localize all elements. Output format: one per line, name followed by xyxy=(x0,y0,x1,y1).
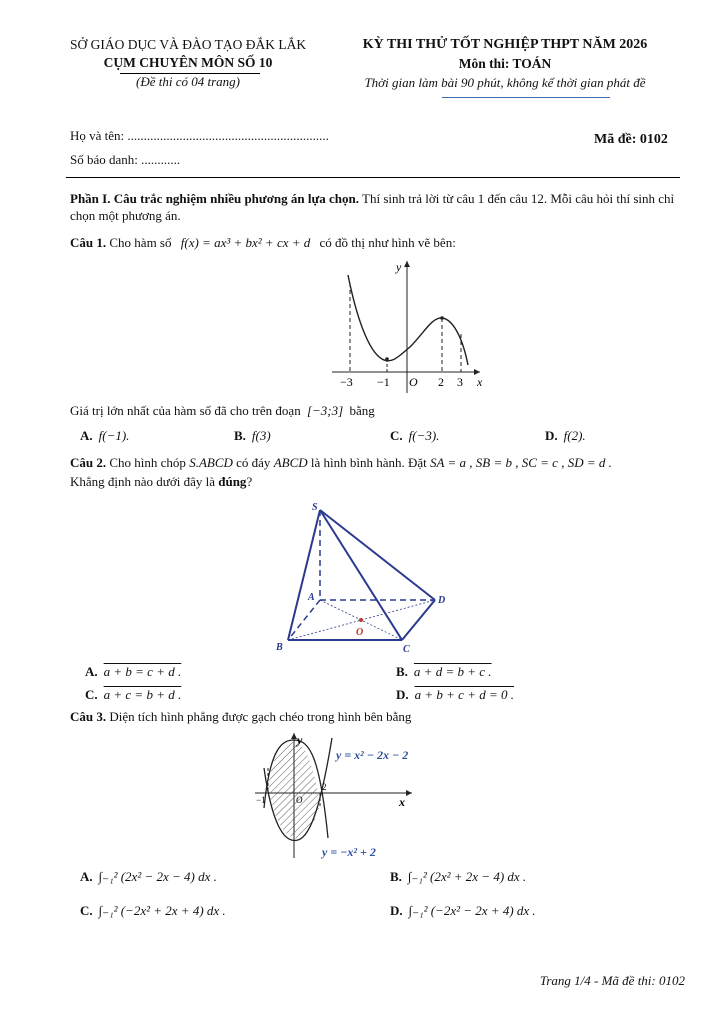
x-axis-arrow xyxy=(406,790,412,796)
time-note: Thời gian làm bài 90 phút, không kể thời gian phát đề xyxy=(364,75,646,90)
part1-title: Phần I. Câu trắc nghiệm nhiều phương án lựa chọn. xyxy=(70,191,360,206)
min-point xyxy=(385,357,389,361)
q1-text-a: Cho hàm số xyxy=(109,235,172,250)
org-line2: CỤM CHUYÊN MÔN SỐ 10 xyxy=(103,55,273,70)
option-text: f(3) xyxy=(251,428,271,443)
tick-minus3: −3 xyxy=(340,375,353,389)
q2-option-c[interactable] xyxy=(85,687,181,703)
page-count-note: (Đề thi có 04 trang) xyxy=(136,74,240,89)
max-point xyxy=(440,316,444,320)
option-label: B. xyxy=(396,664,408,679)
q2-option-b[interactable] xyxy=(396,664,492,680)
q3-option-b[interactable] xyxy=(390,869,526,885)
option-text: ∫₋₁² (2x² − 2x − 4) dx . xyxy=(98,869,217,884)
option-text: a + b = c + d . xyxy=(103,664,182,679)
tick-2: 2 xyxy=(438,375,444,389)
option-text: f(−3). xyxy=(408,428,440,443)
q2-text-c: là hình bình hành. Đặt xyxy=(310,455,427,470)
part1-instruction: Thí sinh trả lời từ câu 1 đến câu 12. Mỗi câu hỏi thí sinh chỉ chọn một phương án. xyxy=(70,191,675,223)
q1-text-b: có đồ thị như hình vẽ bên: xyxy=(319,235,456,250)
label-C: C xyxy=(403,644,410,655)
q2-text-b: có đáy xyxy=(236,455,271,470)
center-O xyxy=(359,618,363,622)
label-O: O xyxy=(356,627,364,638)
tick-3: 3 xyxy=(457,375,463,389)
q2-line2-a: Khẳng định nào dưới đây là xyxy=(70,474,219,489)
tick-2: 2 xyxy=(322,782,327,792)
q3-text: Diện tích hình phẳng được gạch chéo trong hình bên bằng xyxy=(109,709,412,724)
option-text: ∫₋₁² (−2x² − 2x + 4) dx . xyxy=(408,903,536,918)
x-axis-label: x xyxy=(477,375,483,389)
q2-label: Câu 2. xyxy=(70,455,107,470)
q2-line2-b: ? xyxy=(246,474,253,489)
tick-minus1: −1 xyxy=(256,795,266,805)
option-text: ∫₋₁² (−2x² + 2x + 4) dx . xyxy=(98,903,226,918)
q3-option-c[interactable] xyxy=(80,903,226,919)
edge-CD xyxy=(402,600,435,640)
y-label: y xyxy=(297,733,303,747)
page-footer: Trang 1/4 - Mã đề thi: 0102 xyxy=(539,973,685,988)
q1-interval: [−3;3] xyxy=(306,403,344,418)
option-label: B. xyxy=(234,428,246,443)
q1-question-b: bằng xyxy=(349,403,375,418)
option-text: a + c = b + d . xyxy=(103,687,182,702)
q2-vectors: SA = a , SB = b , SC = c , SD = d . xyxy=(430,455,612,470)
option-label: A. xyxy=(80,869,93,884)
hatched-region xyxy=(268,742,320,839)
option-text: ∫₋₁² (2x² + 2x − 4) dx . xyxy=(407,869,527,884)
option-label: B. xyxy=(390,869,402,884)
q3-stem xyxy=(70,709,411,725)
label-A: A xyxy=(308,592,315,603)
q1-function: f(x) = ax³ + bx² + cx + d xyxy=(180,235,311,250)
cubic-curve xyxy=(348,275,468,365)
option-label: D. xyxy=(390,903,403,918)
tick-origin: O xyxy=(409,375,418,389)
q1-question-a: Giá trị lớn nhất của hàm số đã cho trên đoạn xyxy=(70,403,301,418)
q2-text-a: Cho hình chóp xyxy=(109,455,186,470)
q2-base: ABCD xyxy=(273,455,308,470)
q3-area-figure xyxy=(250,728,435,863)
option-label: C. xyxy=(85,687,98,702)
edge-SB xyxy=(288,510,320,640)
label-S: S xyxy=(312,502,318,513)
tick-minus1: −1 xyxy=(377,375,390,389)
q1-option-b[interactable] xyxy=(234,428,271,444)
org-line1: SỞ GIÁO DỤC VÀ ĐÀO TẠO ĐẮK LẮK xyxy=(69,37,307,52)
option-label: A. xyxy=(85,664,98,679)
option-label: C. xyxy=(390,428,403,443)
header-divider xyxy=(66,177,680,178)
candidate-id: Số báo danh: ............ xyxy=(70,152,181,167)
q2-option-d[interactable] xyxy=(396,687,514,703)
label-B: B xyxy=(276,642,283,653)
q1-option-c[interactable] xyxy=(390,428,439,444)
y-axis-arrow xyxy=(404,261,410,267)
q2-pyramid-figure xyxy=(270,500,455,655)
curve2-label: y = −x² + 2 xyxy=(322,845,376,859)
option-text: a + d = b + c . xyxy=(413,664,492,679)
q3-option-d[interactable] xyxy=(390,903,536,919)
q1-stem xyxy=(70,235,456,251)
candidate-name: Họ và tên: .............................................................. xyxy=(70,128,329,143)
q2-option-a[interactable] xyxy=(85,664,181,680)
q2-stem xyxy=(70,455,612,471)
subject-title: Môn thi: TOÁN xyxy=(458,56,552,71)
q3-label: Câu 3. xyxy=(70,709,107,724)
option-text: a + b + c + d = 0 . xyxy=(414,687,515,702)
q1-question xyxy=(70,403,375,419)
option-label: D. xyxy=(545,428,558,443)
y-axis-label: y xyxy=(396,260,402,274)
exam-code: Mã đề: 0102 xyxy=(594,132,668,147)
q1-cubic-graph xyxy=(320,255,495,395)
option-text: f(−1). xyxy=(98,428,130,443)
q2-stem-line2 xyxy=(70,474,252,490)
x-label: x xyxy=(399,795,405,809)
q1-option-a[interactable] xyxy=(80,428,129,444)
origin-label: O xyxy=(296,795,303,805)
curve1-label: y = x² − 2x − 2 xyxy=(336,748,409,762)
q3-option-a[interactable] xyxy=(80,869,217,885)
q1-label: Câu 1. xyxy=(70,235,107,250)
option-label: C. xyxy=(80,903,93,918)
q2-line2-bold: đúng xyxy=(218,474,247,489)
label-D: D xyxy=(438,595,446,606)
edge-SD xyxy=(320,510,435,600)
exam-title: KỲ THI THỬ TỐT NGHIỆP THPT NĂM 2026 xyxy=(362,37,648,52)
option-label: D. xyxy=(396,687,409,702)
option-text: f(2). xyxy=(563,428,586,443)
option-label: A. xyxy=(80,428,93,443)
q2-pyramid: S.ABCD xyxy=(189,455,233,470)
q1-option-d[interactable] xyxy=(545,428,586,444)
part1-intro xyxy=(70,190,682,224)
time-underline xyxy=(442,97,610,98)
